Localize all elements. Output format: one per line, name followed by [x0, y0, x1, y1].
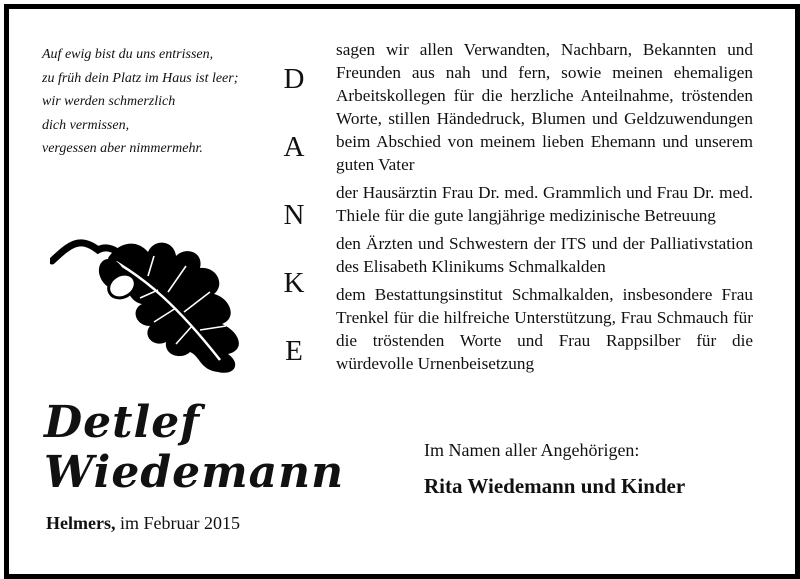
danke-letter: A [283, 131, 305, 163]
oak-leaf-acorn-icon [50, 226, 262, 376]
thanks-paragraph: den Ärzten und Schwestern der ITS und der Palliativstation des Elisabeth Klinikums Schmalkalden [336, 234, 753, 276]
danke-letter: N [283, 199, 305, 231]
danke-letter: E [285, 335, 303, 367]
deceased-name [44, 398, 344, 498]
deceased-first-name: Detlef [44, 397, 201, 448]
place-name: Helmers, [46, 513, 116, 533]
date-text: im Februar 2015 [119, 513, 240, 533]
poem-line: vergessen aber nimmermehr. [42, 141, 203, 156]
danke-letter: K [283, 267, 305, 299]
signers-name: Rita Wiedemann und Kinder [424, 474, 686, 498]
place-date [46, 513, 240, 534]
thanks-paragraph: dem Bestattungsinstitut Schmalkalden, insbesondere Frau Trenkel für die hilfreiche Unterstützung, Frau Schmauch für die tröstenden Worte und Frau Rappsilber für die würdevolle Urnenbeisetzung [336, 285, 753, 373]
deceased-last-name: Wiedemann [44, 447, 345, 498]
poem-line: dich vermissen, [42, 117, 130, 133]
poem-line: wir werden schmerzlich [42, 94, 176, 109]
on-behalf-label: Im Namen aller Angehörigen: [424, 440, 640, 460]
thanks-paragraph: der Hausärztin Frau Dr. med. Grammlich und Frau Dr. med. Thiele für die gute langjährige medizinische Betreuung [336, 183, 753, 225]
poem-line: Auf ewig bist du uns entrissen, [42, 47, 214, 62]
thanks-text [336, 38, 753, 375]
poem-line: zu früh dein Platz im Haus ist leer; [42, 70, 239, 86]
danke-letter: D [283, 63, 305, 95]
memorial-poem [42, 43, 287, 161]
thanks-paragraph: sagen wir allen Verwandten, Nachbarn, Bekannten und Freunden aus nah und fern, sowie meinen ehemaligen Arbeitskollegen für die herzliche Anteilnahme, tröstenden Worte, stillen Händedruck, Blumen und Geldzuwendungen beim Abschied von meinem lieben Ehemann und unserem guten Vater [336, 40, 753, 174]
